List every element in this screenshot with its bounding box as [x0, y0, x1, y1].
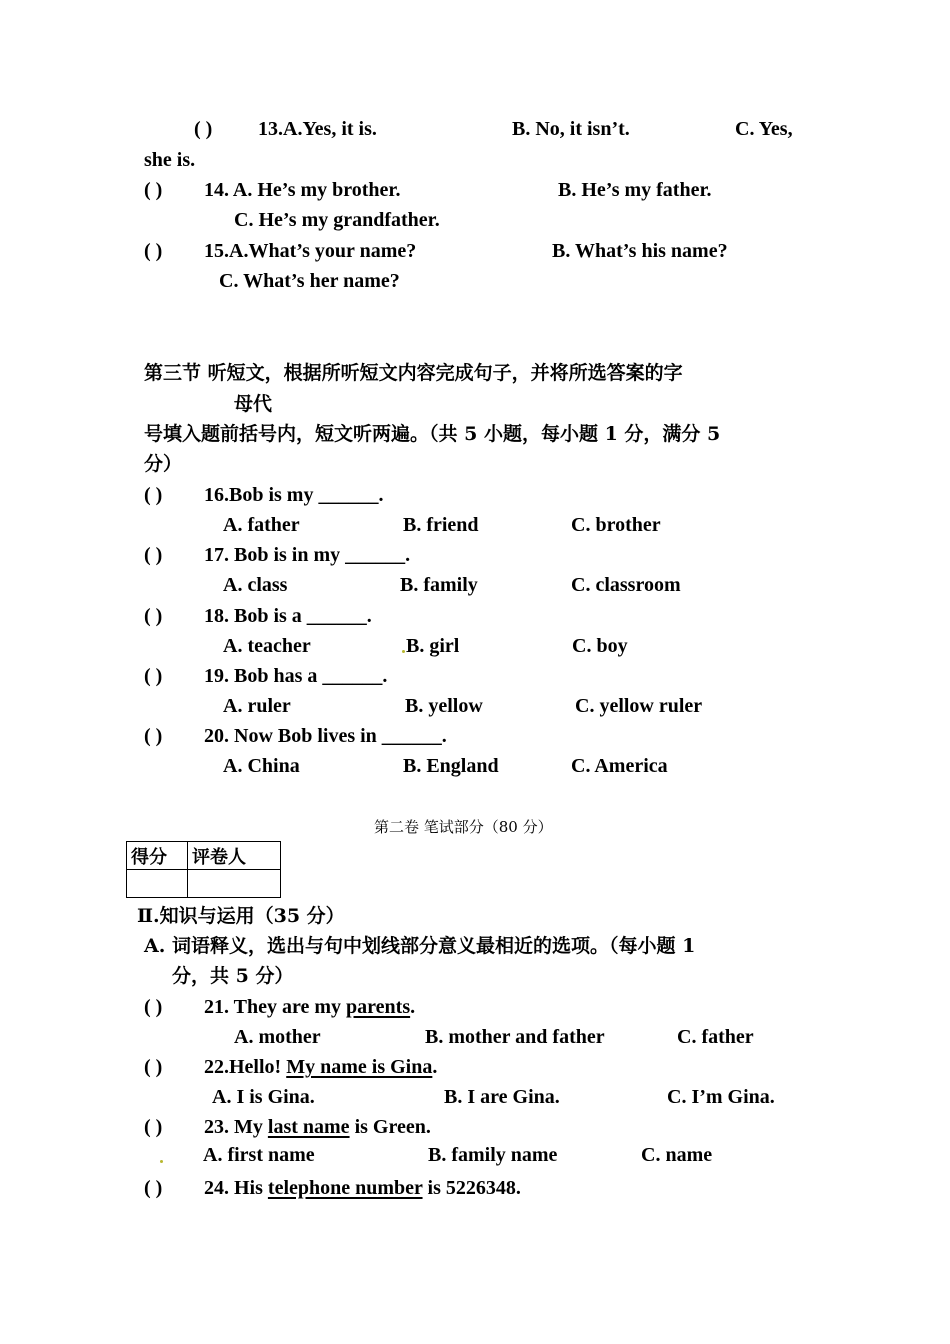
q21-paren[interactable]: ( )	[144, 996, 163, 1018]
q22-stem-pre: 22.Hello!	[204, 1056, 287, 1078]
section3-line3: 号填入题前括号内，短文听两遍。（共 5 小题，每小题 1 分，满分 5	[144, 423, 721, 445]
score-header: 得分	[127, 842, 188, 870]
q24-underlined: telephone number	[267, 1177, 423, 1199]
q16-option-b: B. friend	[403, 514, 479, 536]
q23-stem	[204, 1114, 431, 1140]
q13-option-b: B. No, it isn’t.	[512, 118, 630, 140]
q16-stem: 16.Bob is my ______.	[204, 484, 384, 506]
q23-underlined: last name	[267, 1116, 350, 1138]
grader-cell[interactable]	[188, 870, 281, 898]
section3-line2: 母代	[234, 393, 273, 415]
q22-paren[interactable]: ( )	[144, 1056, 163, 1078]
q23-option-a: A. first name	[203, 1144, 315, 1166]
score-table	[126, 841, 281, 898]
q19-option-c: C. yellow ruler	[575, 695, 703, 717]
q20-option-a: A. China	[223, 755, 300, 777]
q16-paren[interactable]: ( )	[144, 484, 163, 506]
q17-stem: 17. Bob is in my ______.	[204, 544, 411, 566]
q22-option-c: C. I’m Gina.	[667, 1086, 775, 1108]
q16-option-c: C. brother	[571, 514, 661, 536]
volume2-title: 第二卷 笔试部分（80 分）	[374, 818, 553, 836]
q17-paren[interactable]: ( )	[144, 544, 163, 566]
q16-option-a: A. father	[223, 514, 300, 536]
q18-option-c: C. boy	[572, 635, 628, 657]
q13-option-c: C. Yes,	[735, 118, 793, 140]
section3-line1: 第三节 听短文，根据所听短文内容完成句子，并将所选答案的字	[144, 362, 683, 384]
q19-paren[interactable]: ( )	[144, 665, 163, 687]
q20-paren[interactable]: ( )	[144, 725, 163, 747]
q23-option-c: C. name	[641, 1144, 713, 1166]
q18-option-a: A. teacher	[223, 635, 311, 657]
q14-option-b: B. He’s my father.	[558, 179, 712, 201]
q20-option-b: B. England	[403, 755, 499, 777]
q21-option-c: C. father	[677, 1026, 754, 1048]
q18-option-b: B. girl	[406, 635, 460, 657]
q15-paren[interactable]: ( )	[144, 240, 163, 262]
q14-option-c: C. He’s my grandfather.	[234, 209, 440, 231]
q22-stem	[204, 1054, 437, 1080]
q19-option-b: B. yellow	[405, 695, 483, 717]
q15-option-a: 15.A.What’s your name?	[204, 240, 417, 262]
q18-paren[interactable]: ( )	[144, 605, 163, 627]
q22-underlined: My name is Gina	[286, 1056, 433, 1078]
q14-paren[interactable]: ( )	[144, 179, 163, 201]
q21-option-a: A. mother	[234, 1026, 321, 1048]
q17-option-c: C. classroom	[571, 574, 681, 596]
q23-stem-pre: 23. My	[204, 1116, 268, 1138]
q13-option-c-cont: she is.	[144, 149, 196, 171]
q13-option-a: 13.A.Yes, it is.	[258, 118, 377, 140]
q17-option-a: A. class	[223, 574, 288, 596]
partA-line2: 分，共 5 分）	[172, 965, 294, 987]
q13-paren[interactable]: ( )	[194, 118, 213, 140]
q14-option-a: 14. A. He’s my brother.	[204, 179, 401, 201]
q23-stem-post: is Green.	[349, 1116, 431, 1138]
q21-stem-post: .	[410, 996, 416, 1018]
q20-stem: 20. Now Bob lives in ______.	[204, 725, 447, 747]
q21-stem-pre: 21. They are my	[204, 996, 347, 1018]
q24-stem-post: is 5226348.	[422, 1177, 521, 1199]
q20-option-c: C. America	[571, 755, 668, 777]
part2-title: Ⅱ.知识与运用（35 分）	[137, 905, 345, 927]
q22-option-b: B. I are Gina.	[444, 1086, 560, 1108]
q18-stem: 18. Bob is a ______.	[204, 605, 372, 627]
q24-stem	[204, 1175, 521, 1201]
q15-option-c: C. What’s her name?	[219, 270, 400, 292]
scan-dot	[402, 650, 405, 653]
scan-dot	[160, 1160, 163, 1163]
q15-option-b: B. What’s his name?	[552, 240, 728, 262]
q23-paren[interactable]: ( )	[144, 1116, 163, 1138]
q19-stem: 19. Bob has a ______.	[204, 665, 388, 687]
q22-option-a: A. I is Gina.	[212, 1086, 315, 1108]
q24-stem-pre: 24. His	[204, 1177, 268, 1199]
q22-stem-post: .	[432, 1056, 438, 1078]
partA-line1: A. 词语释义，选出与句中划线部分意义最相近的选项。（每小题 1	[144, 935, 696, 957]
q17-option-b: B. family	[400, 574, 478, 596]
q23-option-b: B. family name	[428, 1144, 558, 1166]
q24-paren[interactable]: ( )	[144, 1177, 163, 1199]
q21-underlined: parents	[346, 996, 411, 1018]
section3-line4: 分）	[144, 453, 183, 475]
q19-option-a: A. ruler	[223, 695, 291, 717]
grader-header: 评卷人	[188, 842, 281, 870]
q21-option-b: B. mother and father	[425, 1026, 605, 1048]
q21-stem	[204, 994, 415, 1020]
score-cell[interactable]	[127, 870, 188, 898]
